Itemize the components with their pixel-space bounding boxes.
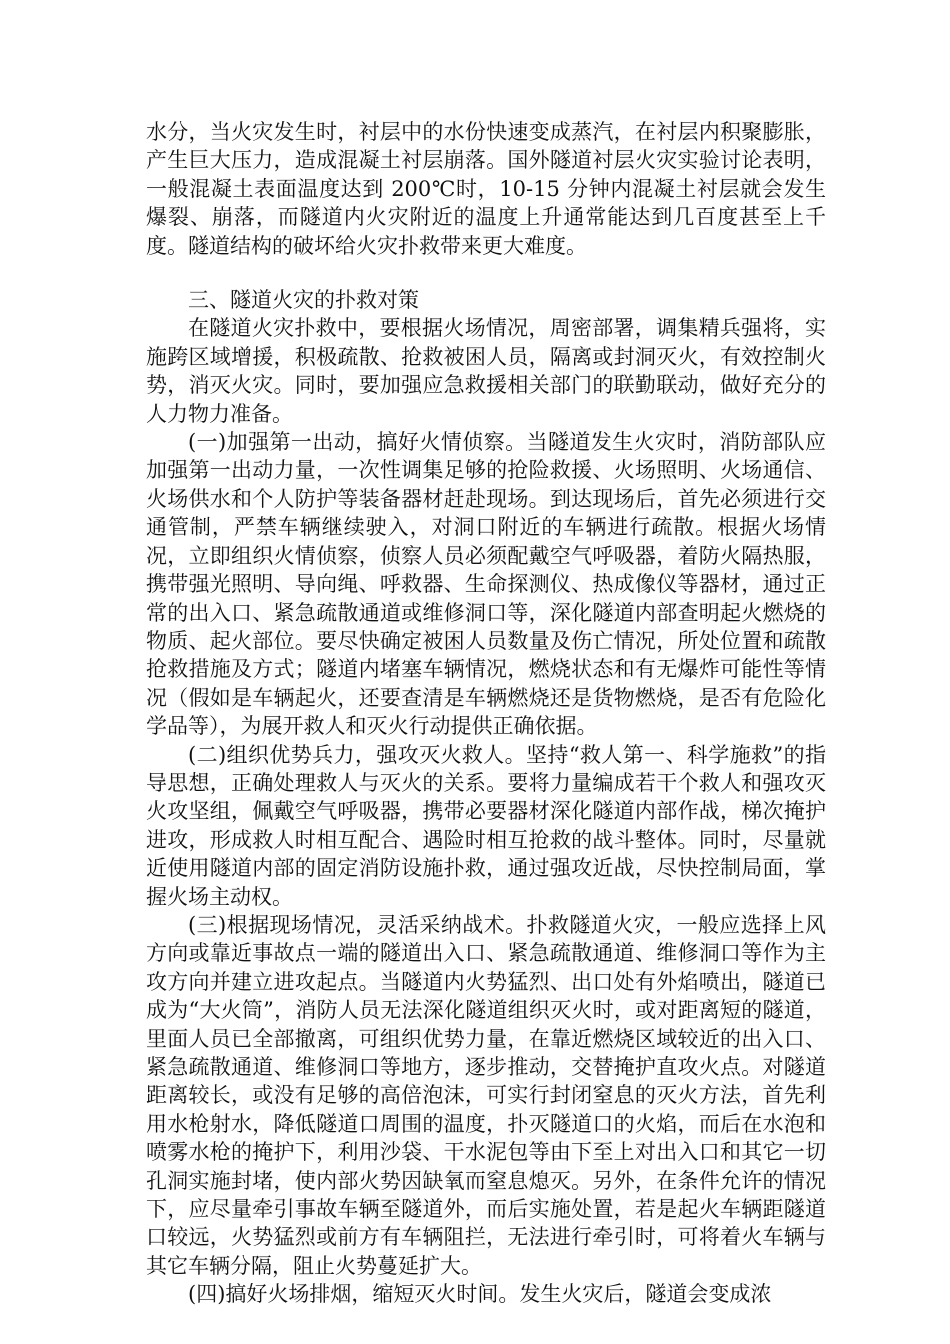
paragraph-spacer <box>146 260 826 286</box>
paragraph-item-2: (二)组织优势兵力，强攻灭火救人。坚持“救人第一、科学施救”的指导思想，正确处理救人与灭火的关系。要将力量编成若干个救人和强攻灭火攻坚组，佩戴空气呼吸器，携带必要器材深化隧道内部作战，梯次掩护进攻，形成救人时相互配合、遇险时相互抢救的战斗整体。同时，尽量就近使用隧道内部的固定消防设施扑救，通过强攻近战，尽快控制局面，掌握火场主动权。 <box>146 742 826 909</box>
paragraph-item-1: (一)加强第一出动，搞好火情侦察。当隧道发生火灾时，消防部队应加强第一出动力量，一次性调集足够的抢险救援、火场照明、火场通信、火场供水和个人防护等装备器材赶赴现场。到达现场后，首先必须进行交通管制，严禁车辆继续驶入，对洞口附近的车辆进行疏散。根据火场情况，立即组织火情侦察，侦察人员必须配戴空气呼吸器，着防火隔热服，携带强光照明、导向绳、呼救器、生命探测仪、热成像仪等器材，通过正常的出入口、紧急疏散通道或维修洞口等，深化隧道内部查明起火燃烧的物质、起火部位。要尽快确定被困人员数量及伤亡情况，所处位置和疏散抢救措施及方式；隧道内堵塞车辆情况，燃烧状态和有无爆炸可能性等情况（假如是车辆起火，还要查清是车辆燃烧还是货物燃烧，是否有危险化学品等），为展开救人和灭火行动提供正确依据。 <box>146 430 826 739</box>
paragraph-item-3: (三)根据现场情况，灵活采纳战术。扑救隧道火灾，一般应选择上风方向或靠近事故点一端的隧道出入口、紧急疏散通道、维修洞口等作为主攻方向并建立进攻起点。当隧道内火势猛烈、出口处有外焰喷出，隧道已成为“大火筒”，消防人员无法深化隧道组织灭火时，或对距离短的隧道，里面人员已全部撤离，可组织优势力量，在靠近燃烧区域较近的出入口、紧急疏散通道、维修洞口等地方，逐步推动，交替掩护直攻火点。对隧道距离较长，或没有足够的高倍泡沫，可实行封闭窒息的灭火方法，首先利用水枪射水，降低隧道口周围的温度，扑灭隧道口的火焰，而后在水泡和喷雾水枪的掩护下，利用沙袋、干水泥包等由下至上对出入口和其它一切孔洞实施封堵，使内部火势因缺氧而窒息熄灭。另外，在条件允许的情况下，应尽量牵引事故车辆至隧道外，而后实施处置，若是起火车辆距隧道口较远，火势猛烈或前方有车辆阻拦，无法进行牵引时，可将着火车辆与其它车辆分隔，阻止火势蔓延扩大。 <box>146 912 826 1278</box>
section-heading-countermeasures: 三、隧道火灾的扑救对策 <box>188 288 419 313</box>
paragraph-intro: 在隧道火灾扑救中，要根据火场情况，周密部署，调集精兵强将，实施跨区域增援，积极疏散、抢救被困人员，隔离或封洞灭火，有效控制火势，消灭火灾。同时，要加强应急救援相关部门的联勤联动，做好充分的人力物力准备。 <box>146 316 826 426</box>
document-body <box>146 118 826 1309</box>
paragraph-lining-damage: 水分，当火灾发生时，衬层中的水份快速变成蒸汽，在衬层内积聚膨胀，产生巨大压力，造成混凝土衬层崩落。国外隧道衬层火灾实验讨论表明，一般混凝土表面温度达到 200℃时，10-15 分钟内混凝土衬层就会发生爆裂、崩落，而隧道内火灾附近的温度上升通常能达到几百度甚至上千度。隧道结构的破坏给火灾扑救带来更大难度。 <box>146 120 826 258</box>
paragraph-item-4: (四)搞好火场排烟，缩短灭火时间。发生火灾后，隧道会变成浓 <box>188 1282 772 1307</box>
